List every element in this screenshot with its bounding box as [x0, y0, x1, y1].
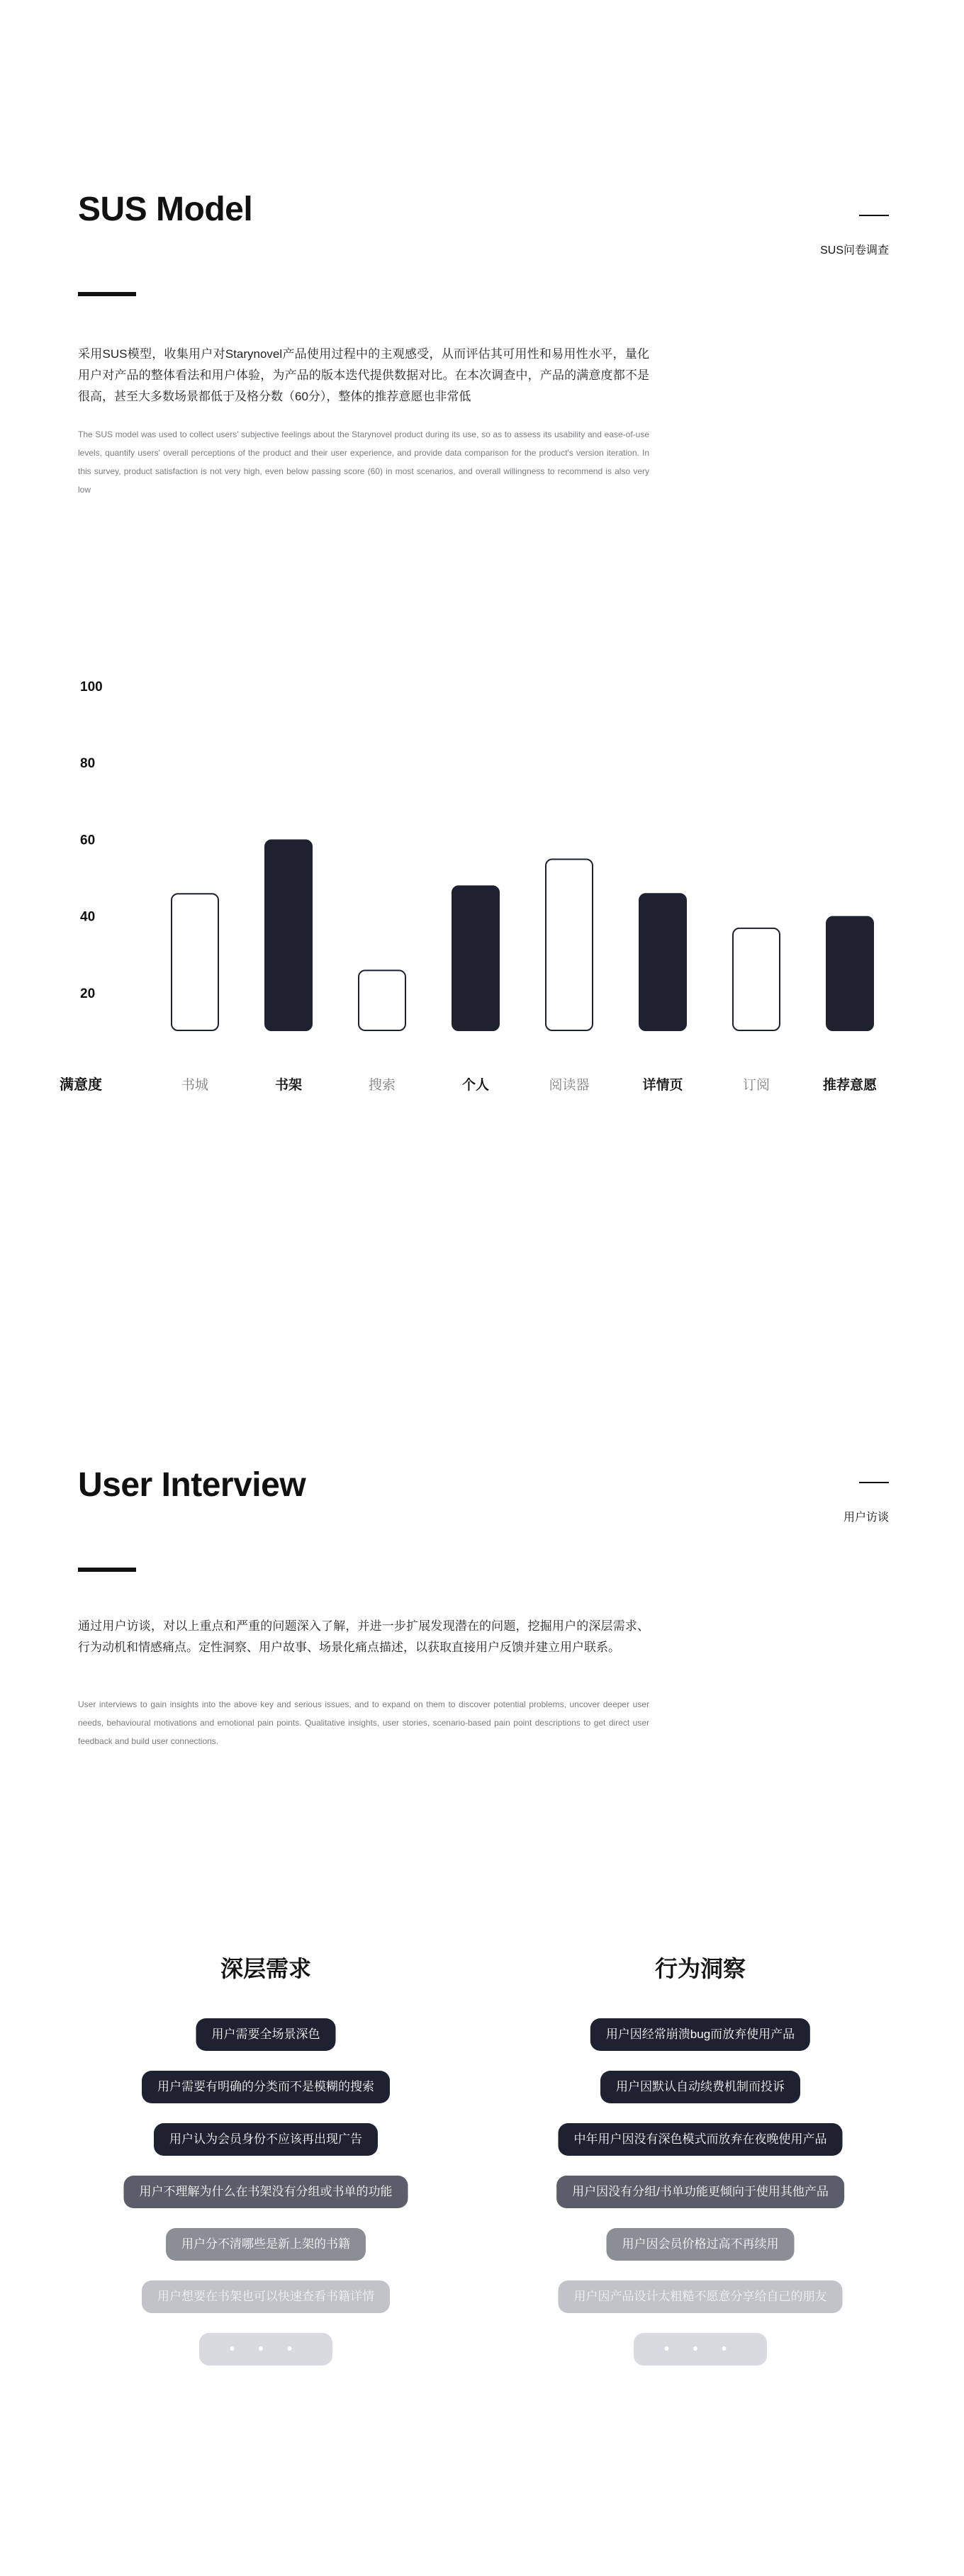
sus-tag: SUS问卷调查: [820, 244, 889, 257]
bar-filled: [639, 894, 686, 1030]
interview-tag: 用户访谈: [843, 1512, 889, 1524]
sus-title: SUS Model: [78, 191, 253, 228]
y-tick-label: 20: [80, 986, 96, 1001]
sus-description-en: The SUS model was used to collect users' subjective feelings about the Starynovel product during its use, so as to assess its usability and ease-of-use levels, quantify users' overall perceptions of the product and their user experience, and provide data comparison for the product's version iteration. In this survey, product satisfaction is not very high, even below passing score (60) in most scenarios, and overall willingness to recommend is also very low: [78, 429, 649, 495]
more-insights-indicator: • • •: [634, 2333, 767, 2366]
category-label: 推荐意愿: [822, 1078, 878, 1093]
behavior-insight-pill: 用户因会员价格过高不再续用: [607, 2228, 795, 2261]
behavior-insight-pill: 用户因产品设计太粗糙不愿意分享给自己的朋友: [559, 2280, 843, 2313]
category-label: 搜索: [368, 1078, 396, 1093]
deep-need-pill: 用户分不清哪些是新上架的书籍: [166, 2228, 366, 2261]
deep-needs-title: 深层需求: [220, 1956, 311, 1981]
behavior-insight-pill: 用户因默认自动续费机制而投诉: [600, 2071, 800, 2103]
y-axis-title: 满意度: [60, 1077, 102, 1093]
interview-title: User Interview: [78, 1466, 306, 1504]
sus-title-bar: [78, 292, 136, 296]
category-label: 个人: [461, 1078, 490, 1093]
behavior-insight-pill: 用户因经常崩溃bug而放弃使用产品: [590, 2018, 810, 2051]
category-label: 书架: [274, 1078, 303, 1093]
deep-need-pill: 用户不理解为什么在书架没有分组或书单的功能: [124, 2176, 408, 2208]
category-label: 详情页: [642, 1078, 683, 1093]
deep-need-pill: 用户想要在书架也可以快速查看书籍详情: [142, 2280, 390, 2313]
bar-filled: [265, 840, 312, 1030]
y-tick-label: 60: [80, 833, 96, 848]
y-tick-label: 40: [80, 909, 96, 925]
deep-need-pill: 用户需要有明确的分类而不是模糊的搜索: [142, 2071, 390, 2103]
category-label: 阅读器: [549, 1078, 590, 1093]
interview-title-bar: [78, 1568, 136, 1572]
deep-need-pill: 用户需要全场景深色: [196, 2018, 336, 2051]
y-tick-label: 100: [80, 680, 103, 694]
category-label: 订阅: [742, 1078, 770, 1093]
bar-outline: [733, 928, 780, 1030]
sus-description-zh: 采用SUS模型，收集用户对Starynovel产品使用过程中的主观感受，从而评估其可用性和易用性水平，量化用户对产品的整体看法和用户体验，为产品的版本迭代提供数据对比。在本次调查中，产品的满意度都不是很高，甚至大多数场景都低于及格分数（60分），整体的推荐意愿也非常低: [78, 347, 649, 403]
bar-outline: [546, 860, 593, 1031]
interview-description-en: User interviews to gain insights into the above key and serious issues, and to expand on them to discover potential problems, uncover deeper user needs, behavioural motivations and emotional pain points. Qualitative insights, user stories, scenario-based pain point descriptions to get direct user feedback and build user connections.: [78, 1699, 649, 1746]
interview-section: [0, 1417, 964, 2576]
bar-filled: [452, 886, 499, 1030]
behavior-insights-title: 行为洞察: [654, 1956, 746, 1981]
category-label: 书城: [181, 1078, 209, 1093]
sus-section: [0, 0, 964, 1134]
more-needs-indicator: • • •: [199, 2333, 332, 2366]
bar-filled: [826, 917, 873, 1030]
behavior-insight-pill: 用户因没有分组/书单功能更倾向于使用其他产品: [556, 2176, 844, 2208]
bar-outline: [172, 894, 218, 1030]
interview-description-zh: 通过用户访谈，对以上重点和严重的问题深入了解，并进一步扩展发现潜在的问题，挖掘用户的深层需求、行为动机和情感痛点。定性洞察、用户故事、场景化痛点描述，以获取直接用户反馈并建立用户联系。: [78, 1619, 649, 1654]
behavior-insight-pill: 中年用户因没有深色模式而放弃在夜晚使用产品: [559, 2123, 843, 2156]
interview-tag-rule: [859, 1482, 889, 1483]
deep-need-pill: 用户认为会员身份不应该再出现广告: [154, 2123, 378, 2156]
sus-bar-chart: [0, 638, 964, 1106]
y-tick-label: 80: [80, 756, 96, 772]
sus-tag-rule: [859, 215, 889, 216]
bar-outline: [359, 970, 405, 1030]
